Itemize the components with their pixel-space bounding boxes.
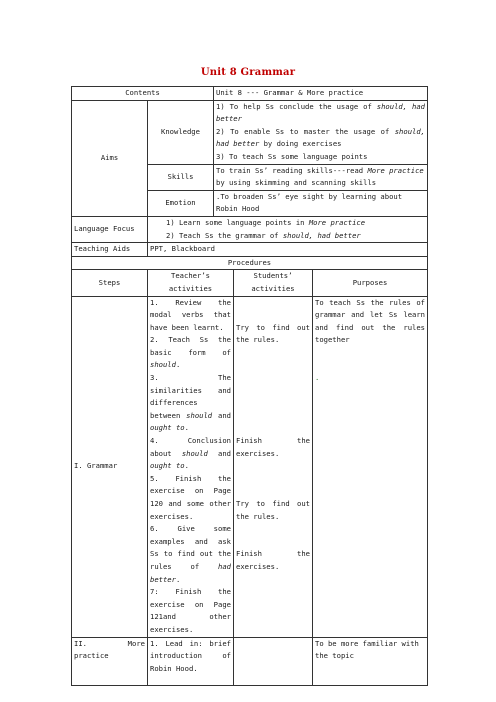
procedures-row bbox=[72, 256, 428, 270]
teacher-activity: 5. Finish the exercise on Page 120 and some other exercises. bbox=[150, 473, 231, 521]
teacher-activity: 4. Conclusion about should and ought to. bbox=[150, 436, 231, 471]
teacher-activity: 7: Finish the exercise on Page 121and other exercises. bbox=[150, 587, 231, 634]
teaching-aids-row bbox=[72, 243, 428, 257]
knowledge-items bbox=[214, 100, 428, 164]
more-practice-purpose: To be more familiar with the topic bbox=[313, 637, 428, 686]
procedures-header-row bbox=[72, 270, 428, 296]
procedures-heading: Procedures bbox=[72, 256, 428, 270]
student-activity: Try to find out the rules. bbox=[236, 499, 310, 521]
language-focus-row bbox=[72, 216, 428, 242]
more-practice-students bbox=[234, 637, 313, 686]
teacher-activity: 1. Review the modal verbs that have been learnt. bbox=[150, 297, 231, 332]
knowledge-item: 1) To help Ss conclude the usage of should, had better bbox=[216, 101, 426, 124]
student-activity: Try to find out the rules. bbox=[236, 322, 310, 345]
language-focus-item: 1) Learn some language points in More practice bbox=[166, 217, 366, 227]
emotion-label: Emotion bbox=[148, 190, 214, 216]
aims-label: Aims bbox=[72, 100, 148, 216]
teaching-aids-label: Teaching Aids bbox=[72, 243, 148, 257]
student-activity: Finish the exercises. bbox=[236, 549, 310, 571]
skills-value: To train Ss’ reading skills---read More practice by using skimming and scanning skills bbox=[214, 164, 428, 190]
more-practice-row bbox=[72, 637, 428, 686]
document-title: Unit 8 Grammar bbox=[200, 67, 296, 78]
knowledge-item: 3) To teach Ss some language points bbox=[216, 151, 368, 161]
grammar-purpose: To teach Ss the rules of grammar and let Ss learn and find out the rules together . bbox=[313, 296, 428, 637]
emotion-value: .To broaden Ss’ eye sight by learning about Robin Hood bbox=[214, 190, 428, 216]
purposes-header: Purposes bbox=[313, 270, 428, 296]
knowledge-item: 2) To enable Ss to master the usage of should, had better by doing exercises bbox=[216, 126, 426, 149]
teaching-aids-value: PPT, Blackboard bbox=[148, 243, 428, 257]
grammar-teacher-activities bbox=[148, 296, 234, 637]
teacher-activity: 2. Teach Ss the basic form of should. bbox=[150, 335, 231, 370]
contents-label: Contents bbox=[72, 87, 214, 101]
grammar-student-activities bbox=[234, 296, 313, 637]
students-header: Students’ activities bbox=[234, 270, 313, 296]
steps-header: Steps bbox=[72, 270, 148, 296]
language-focus-item: 2) Teach Ss the grammar of should, had better bbox=[166, 230, 361, 240]
knowledge-label: Knowledge bbox=[148, 100, 214, 164]
contents-row bbox=[72, 87, 428, 101]
grammar-step: I. Grammar bbox=[72, 296, 148, 637]
skills-label: Skills bbox=[148, 164, 214, 190]
teacher-header: Teacher’s activities bbox=[148, 270, 234, 296]
language-focus-items bbox=[148, 216, 428, 242]
lesson-plan-table bbox=[71, 86, 428, 686]
language-focus-label: Language Focus bbox=[72, 216, 148, 242]
more-practice-teacher: 1. Lead in: brief introduction of Robin Hood. bbox=[148, 637, 234, 686]
more-practice-step: II. More practice bbox=[72, 637, 148, 686]
grammar-row bbox=[72, 296, 428, 637]
stray-dot: . bbox=[315, 373, 320, 383]
teacher-activity: 6. Give some examples and ask Ss to find out the rules of had better. bbox=[150, 524, 231, 584]
teacher-activity: 3. The similarities and differences between should and ought to. bbox=[150, 373, 231, 433]
student-activity: Finish the exercises. bbox=[236, 436, 310, 458]
aims-knowledge-row bbox=[72, 100, 428, 164]
contents-value: Unit 8 --- Grammar & More practice bbox=[214, 87, 428, 101]
